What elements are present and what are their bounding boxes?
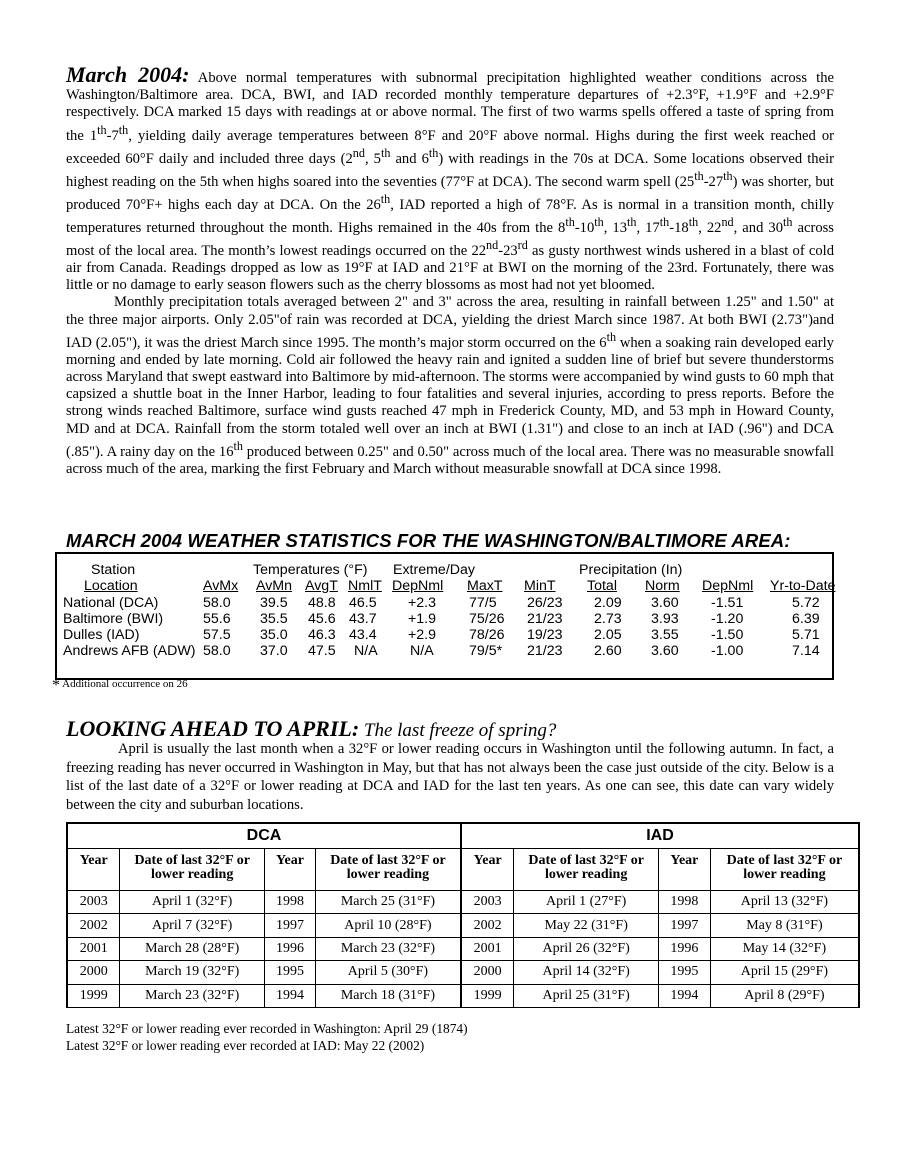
col-yr-to-date: Yr-to-Date [770,578,836,594]
col-date: Date of last 32°F or lower reading [514,849,659,891]
col-date: Date of last 32°F or lower reading [120,849,265,891]
col-year: Year [461,849,514,891]
col-date: Date of last 32°F or lower reading [315,849,461,891]
col-location: Location [84,578,138,594]
march-heading: March 2004: [66,62,190,87]
col-nmlt: NmlT [348,578,382,594]
freeze-notes [66,1020,468,1054]
col-year: Year [264,849,315,891]
col-maxt: MaxT [467,578,503,594]
group-temperatures: Temperatures (°F) [253,562,368,578]
stats-table: Station Temperatures (°F) Extreme/Day Precipitation (In) Location AvMx AvMn AvgT NmlT DepNml MaxT MinT Total Norm DepNml Yr-to-Date National (DCA) 58.0 39.5 48.8 46.5 +2.3 77/5 26/23 2.09 3.60 -1.51 5.72 Baltimore (BWI) 55.6 35.5 45.6 43.7 +1.9 75/26 21/23 2.73 3.93 -1.20 6.39 Dulles (IAD) 57.5 35.0 46.3 43.4 +2.9 78/26 19/23 2.05 3.55 -1.50 5.71 Andrews AFB (ADW) 58.0 37.0 47.5 N/A N/A 79/5* 21/23 2.60 3.60 -1.00 7.14 [55,552,834,680]
col-avmx: AvMx [203,578,239,594]
note-washington: Latest 32°F or lower reading ever recorded in Washington: April 29 (1874) [66,1021,468,1036]
col-precip-depnml: DepNml [702,578,754,594]
freeze-table [66,822,860,1008]
group-extreme: Extreme/Day [393,562,475,578]
table-row: 2001 March 28 (28°F) 1996 March 23 (32°F) 2001 April 26 (32°F) 1996 May 14 (32°F) [67,937,859,960]
group-iad: IAD [461,823,859,849]
april-body: April is usually the last month when a 32°F or lower reading occurs in Washington until the following autumn. In fact, a freezing reading has never occurred in Washington in May, but that has not always been the case just outside of the city. Below is a list of the last date of a 32°F or lower reading at DCA and IAD for the last ten years. As one can see, this date can vary widely between the city and suburban locations. [66,741,834,813]
col-mint: MinT [524,578,556,594]
march-summary [66,62,835,478]
col-avgt: AvgT [305,578,338,594]
april-subheading: The last freeze of spring? [359,720,557,741]
col-avmn: AvMn [256,578,293,594]
table-row: 2002 April 7 (32°F) 1997 April 10 (28°F) 2002 May 22 (31°F) 1997 May 8 (31°F) [67,914,859,937]
col-date: Date of last 32°F or lower reading [710,849,859,891]
asterisk-mark: * [52,677,60,694]
march-paragraph-2: Monthly precipitation totals averaged between 2" and 3" across the area, resulting in rainfall between 1.25" and 1.50" at the three major airports. Only 2.05"of rain was recorded at DCA, yielding the driest March since 1987. At both BWI (2.73")and IAD (2.05"), it was the driest March since 1995. The month’s major storm occurred on the 6th when a soaking rain developed early morning and ended by late morning. Cold air followed the heavy rain and ignited a sudden line of brief but severe thunderstorms across Maryland that swept eastward into Baltimore by mid-afternoon. The storms were accompanied by wind gusts to 60 mph that capsized a shuttle boat in the Inner Harbor, leading to four fatalities and several injuries, according to press reports. Before the strong winds reached Baltimore, surface wind gusts reached 47 mph in Frederick County, MD, and 53 mph in Howard County, MD and at DCA. Rainfall from the storm totaled well over an inch at BWI (1.31") and close to an inch at IAD (.96") and DCA (.85"). A rainy day on the 16th produced between 0.25" and 0.50" across much of the local area. There was no measurable snowfall across much of the area, marking the first February and March without measurable snowfall at DCA since 1998. [66,294,835,477]
table-row: 2003 April 1 (32°F) 1998 March 25 (31°F) 2003 April 1 (27°F) 1998 April 13 (32°F) [67,891,859,914]
col-norm: Norm [645,578,680,594]
march-paragraph-1: March 2004: Above normal temperatures with subnormal precipitation highlighted weather conditions across the Washington/Baltimore area. DCA, BWI, and IAD recorded monthly temperature departures of +2.3°F, +1.9°F and +2.9°F respectively. DCA marked 15 days with readings at or above normal. The first of two warms spells offered a taste of spring from the 1th-7th, yielding daily average temperatures between 8°F and 20°F above normal. Highs during the first week reached or exceeded 60°F daily and included three days (2nd, 5th and 6th) with readings in the 70s at DCA. Some locations observed their highest reading on the 5th when highs soared into the seventies (77°F at DCA). The second warm spell (25th-27th) was shorter, but produced 70°F+ highs each day at DCA. On the 26th, IAD reported a high of 78°F. As is normal in a transition month, chilly temperatures returned throughout the month. Highs remained in the 40s from the 8th-10th, 13th, 17th-18th, 22nd, and 30th across most of the local area. The month’s lowest readings occurred on the 22nd-23rd as gusty northwest winds ushered in a blast of cold air from Canada. Readings dropped as low as 19°F at IAD and 21°F at BWI on the morning of the 23rd. Fortunately, there was little or no damage to early season flowers such as the cherry blossoms as most had not yet bloomed. [66,62,834,294]
note-iad: Latest 32°F or lower reading ever recorded at IAD: May 22 (2002) [66,1038,425,1053]
table-row: 2000 March 19 (32°F) 1995 April 5 (30°F) 2000 April 14 (32°F) 1995 April 15 (29°F) [67,961,859,984]
group-station: Station [91,562,136,578]
table-row: 1999 March 23 (32°F) 1994 March 18 (31°F) 1999 April 25 (31°F) 1994 April 8 (29°F) [67,984,859,1007]
group-precipitation: Precipitation (In) [579,562,683,578]
april-heading: LOOKING AHEAD TO APRIL: The last freeze of spring? [66,716,557,741]
col-total: Total [587,578,617,594]
col-depnml: DepNml [392,578,444,594]
stats-footnote: * Additional occurrence on 26 [52,677,188,694]
group-dca: DCA [67,823,461,849]
col-year: Year [67,849,120,891]
stats-heading: MARCH 2004 WEATHER STATISTICS FOR THE WASHINGTON/BALTIMORE AREA: [66,530,791,551]
col-year: Year [658,849,710,891]
